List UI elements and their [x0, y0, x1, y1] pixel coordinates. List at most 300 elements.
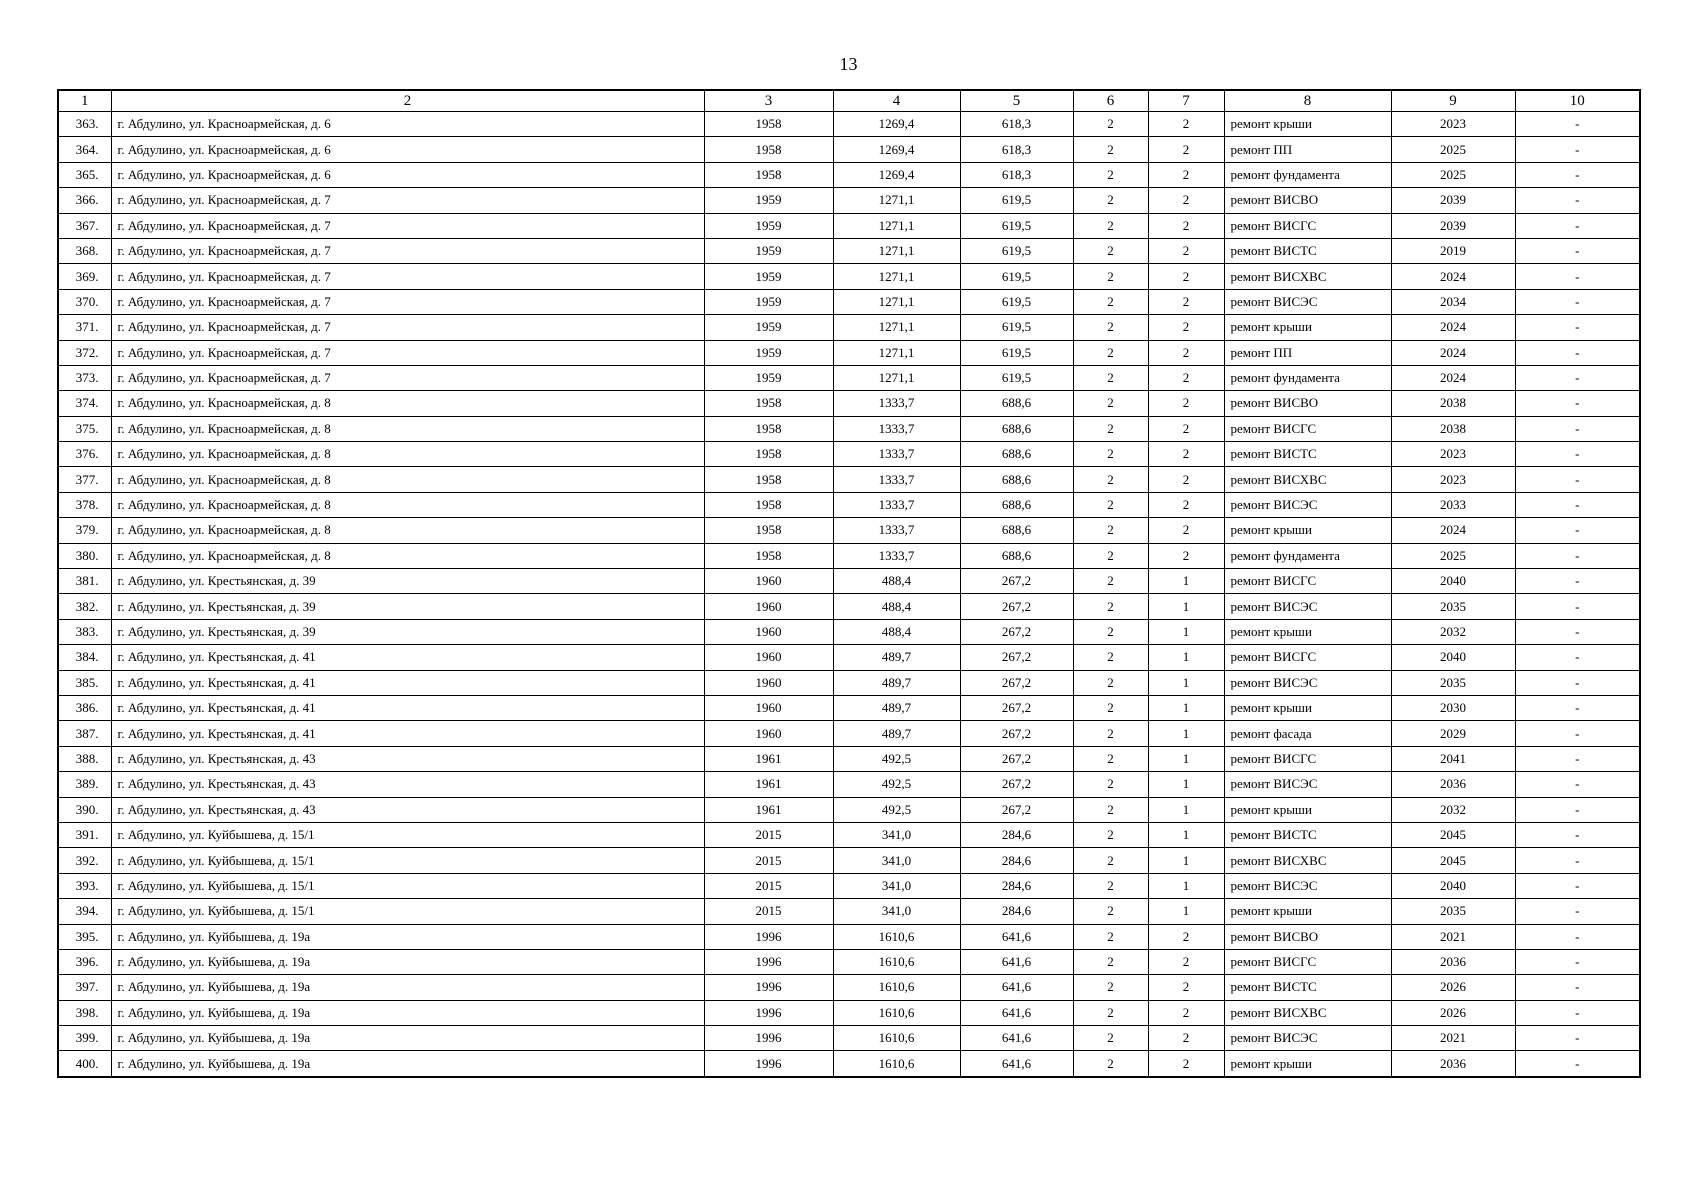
note-cell: - [1515, 213, 1640, 238]
total-area-cell: 489,7 [833, 695, 960, 720]
address-cell: г. Абдулино, ул. Куйбышева, д. 15/1 [111, 899, 704, 924]
year-cell: 2015 [704, 822, 833, 847]
total-area-cell: 1610,6 [833, 1051, 960, 1077]
living-area-cell: 641,6 [960, 975, 1073, 1000]
plan-year-cell: 2025 [1391, 137, 1515, 162]
note-cell: - [1515, 569, 1640, 594]
address-cell: г. Абдулино, ул. Куйбышева, д. 15/1 [111, 848, 704, 873]
row-number-cell: 376. [58, 442, 111, 467]
note-cell: - [1515, 848, 1640, 873]
col6-cell: 2 [1073, 137, 1148, 162]
row-number-cell: 382. [58, 594, 111, 619]
col6-cell: 2 [1073, 695, 1148, 720]
note-cell: - [1515, 797, 1640, 822]
row-number-cell: 373. [58, 365, 111, 390]
address-cell: г. Абдулино, ул. Крестьянская, д. 39 [111, 594, 704, 619]
living-area-cell: 284,6 [960, 899, 1073, 924]
address-cell: г. Абдулино, ул. Крестьянская, д. 43 [111, 797, 704, 822]
col7-cell: 1 [1148, 594, 1224, 619]
address-cell: г. Абдулино, ул. Красноармейская, д. 7 [111, 188, 704, 213]
living-area-cell: 688,6 [960, 467, 1073, 492]
col6-cell: 2 [1073, 594, 1148, 619]
address-cell: г. Абдулино, ул. Красноармейская, д. 8 [111, 492, 704, 517]
work-type-cell: ремонт ПП [1224, 340, 1391, 365]
note-cell: - [1515, 442, 1640, 467]
living-area-cell: 618,3 [960, 137, 1073, 162]
address-cell: г. Абдулино, ул. Куйбышева, д. 19а [111, 924, 704, 949]
living-area-cell: 641,6 [960, 924, 1073, 949]
living-area-cell: 267,2 [960, 619, 1073, 644]
col6-cell: 2 [1073, 467, 1148, 492]
address-cell: г. Абдулино, ул. Красноармейская, д. 7 [111, 264, 704, 289]
work-type-cell: ремонт ВИСВО [1224, 924, 1391, 949]
living-area-cell: 267,2 [960, 721, 1073, 746]
col7-cell: 1 [1148, 822, 1224, 847]
plan-year-cell: 2021 [1391, 1026, 1515, 1051]
row-number-cell: 389. [58, 772, 111, 797]
address-cell: г. Абдулино, ул. Куйбышева, д. 15/1 [111, 873, 704, 898]
table-row [58, 416, 1640, 441]
note-cell: - [1515, 416, 1640, 441]
total-area-cell: 341,0 [833, 899, 960, 924]
plan-year-cell: 2024 [1391, 315, 1515, 340]
col7-cell: 2 [1148, 416, 1224, 441]
col6-cell: 2 [1073, 949, 1148, 974]
work-type-cell: ремонт крыши [1224, 518, 1391, 543]
col7-cell: 2 [1148, 137, 1224, 162]
col6-cell: 2 [1073, 975, 1148, 1000]
plan-year-cell: 2045 [1391, 822, 1515, 847]
col7-cell: 2 [1148, 315, 1224, 340]
col7-cell: 1 [1148, 695, 1224, 720]
living-area-cell: 688,6 [960, 518, 1073, 543]
plan-year-cell: 2032 [1391, 619, 1515, 644]
table-row [58, 112, 1640, 137]
table-row [58, 975, 1640, 1000]
table-row [58, 1026, 1640, 1051]
plan-year-cell: 2036 [1391, 1051, 1515, 1077]
note-cell: - [1515, 340, 1640, 365]
col7-cell: 2 [1148, 264, 1224, 289]
work-type-cell: ремонт ВИСГС [1224, 416, 1391, 441]
work-type-cell: ремонт ВИСХВС [1224, 264, 1391, 289]
address-cell: г. Абдулино, ул. Крестьянская, д. 41 [111, 695, 704, 720]
col6-cell: 2 [1073, 873, 1148, 898]
living-area-cell: 284,6 [960, 873, 1073, 898]
year-cell: 1960 [704, 721, 833, 746]
work-type-cell: ремонт крыши [1224, 315, 1391, 340]
address-cell: г. Абдулино, ул. Куйбышева, д. 19а [111, 1000, 704, 1025]
table-row [58, 340, 1640, 365]
work-type-cell: ремонт ВИСТС [1224, 822, 1391, 847]
plan-year-cell: 2024 [1391, 365, 1515, 390]
col6-cell: 2 [1073, 112, 1148, 137]
year-cell: 1958 [704, 137, 833, 162]
plan-year-cell: 2019 [1391, 238, 1515, 263]
plan-year-cell: 2038 [1391, 391, 1515, 416]
row-number-cell: 386. [58, 695, 111, 720]
note-cell: - [1515, 746, 1640, 771]
plan-year-cell: 2040 [1391, 873, 1515, 898]
address-cell: г. Абдулино, ул. Куйбышева, д. 19а [111, 975, 704, 1000]
row-number-cell: 383. [58, 619, 111, 644]
col7-cell: 2 [1148, 340, 1224, 365]
note-cell: - [1515, 721, 1640, 746]
table-row [58, 213, 1640, 238]
total-area-cell: 1269,4 [833, 112, 960, 137]
col7-cell: 2 [1148, 289, 1224, 314]
address-cell: г. Абдулино, ул. Красноармейская, д. 7 [111, 340, 704, 365]
note-cell: - [1515, 315, 1640, 340]
row-number-cell: 393. [58, 873, 111, 898]
work-type-cell: ремонт крыши [1224, 619, 1391, 644]
table-row [58, 391, 1640, 416]
col6-cell: 2 [1073, 721, 1148, 746]
note-cell: - [1515, 162, 1640, 187]
work-type-cell: ремонт ВИСЭС [1224, 772, 1391, 797]
col6-cell: 2 [1073, 1026, 1148, 1051]
work-type-cell: ремонт ВИСЭС [1224, 1026, 1391, 1051]
row-number-cell: 366. [58, 188, 111, 213]
note-cell: - [1515, 924, 1640, 949]
address-cell: г. Абдулино, ул. Крестьянская, д. 43 [111, 746, 704, 771]
col6-cell: 2 [1073, 619, 1148, 644]
col6-cell: 2 [1073, 365, 1148, 390]
total-area-cell: 488,4 [833, 619, 960, 644]
col7-cell: 1 [1148, 721, 1224, 746]
col6-cell: 2 [1073, 1051, 1148, 1077]
col7-cell: 1 [1148, 797, 1224, 822]
plan-year-cell: 2025 [1391, 543, 1515, 568]
work-type-cell: ремонт ВИСГС [1224, 746, 1391, 771]
year-cell: 1996 [704, 1051, 833, 1077]
table-row [58, 137, 1640, 162]
total-area-cell: 1271,1 [833, 238, 960, 263]
col6-cell: 2 [1073, 1000, 1148, 1025]
work-type-cell: ремонт ВИСТС [1224, 442, 1391, 467]
col6-cell: 2 [1073, 238, 1148, 263]
col7-cell: 2 [1148, 213, 1224, 238]
col7-cell: 1 [1148, 569, 1224, 594]
address-cell: г. Абдулино, ул. Крестьянская, д. 41 [111, 645, 704, 670]
total-area-cell: 1610,6 [833, 949, 960, 974]
plan-year-cell: 2021 [1391, 924, 1515, 949]
table-row [58, 365, 1640, 390]
living-area-cell: 618,3 [960, 162, 1073, 187]
col6-cell: 2 [1073, 315, 1148, 340]
table-row [58, 315, 1640, 340]
col6-cell: 2 [1073, 543, 1148, 568]
living-area-cell: 688,6 [960, 543, 1073, 568]
year-cell: 1959 [704, 213, 833, 238]
living-area-cell: 688,6 [960, 391, 1073, 416]
year-cell: 1961 [704, 797, 833, 822]
col7-cell: 1 [1148, 619, 1224, 644]
col7-cell: 2 [1148, 949, 1224, 974]
column-header: 7 [1148, 90, 1224, 112]
note-cell: - [1515, 873, 1640, 898]
living-area-cell: 267,2 [960, 594, 1073, 619]
row-number-cell: 381. [58, 569, 111, 594]
col7-cell: 2 [1148, 112, 1224, 137]
row-number-cell: 400. [58, 1051, 111, 1077]
total-area-cell: 1333,7 [833, 416, 960, 441]
column-header: 8 [1224, 90, 1391, 112]
living-area-cell: 688,6 [960, 492, 1073, 517]
address-cell: г. Абдулино, ул. Куйбышева, д. 19а [111, 1051, 704, 1077]
work-type-cell: ремонт ВИСГС [1224, 949, 1391, 974]
col6-cell: 2 [1073, 822, 1148, 847]
note-cell: - [1515, 975, 1640, 1000]
row-number-cell: 370. [58, 289, 111, 314]
total-area-cell: 488,4 [833, 594, 960, 619]
col6-cell: 2 [1073, 569, 1148, 594]
row-number-cell: 371. [58, 315, 111, 340]
total-area-cell: 341,0 [833, 873, 960, 898]
row-number-cell: 395. [58, 924, 111, 949]
col7-cell: 2 [1148, 188, 1224, 213]
living-area-cell: 619,5 [960, 315, 1073, 340]
work-type-cell: ремонт ВИСГС [1224, 569, 1391, 594]
table-row [58, 899, 1640, 924]
total-area-cell: 489,7 [833, 670, 960, 695]
total-area-cell: 1269,4 [833, 137, 960, 162]
year-cell: 1958 [704, 543, 833, 568]
year-cell: 2015 [704, 873, 833, 898]
col6-cell: 2 [1073, 746, 1148, 771]
year-cell: 1996 [704, 975, 833, 1000]
living-area-cell: 641,6 [960, 1051, 1073, 1077]
table-row [58, 645, 1640, 670]
work-type-cell: ремонт ВИСВО [1224, 391, 1391, 416]
plan-year-cell: 2041 [1391, 746, 1515, 771]
note-cell: - [1515, 1051, 1640, 1077]
work-type-cell: ремонт ВИСВО [1224, 188, 1391, 213]
plan-year-cell: 2039 [1391, 188, 1515, 213]
living-area-cell: 267,2 [960, 645, 1073, 670]
work-type-cell: ремонт ВИСГС [1224, 645, 1391, 670]
address-cell: г. Абдулино, ул. Крестьянская, д. 41 [111, 670, 704, 695]
row-number-cell: 372. [58, 340, 111, 365]
year-cell: 1959 [704, 188, 833, 213]
plan-year-cell: 2035 [1391, 670, 1515, 695]
work-type-cell: ремонт ВИСХВС [1224, 1000, 1391, 1025]
table-row [58, 721, 1640, 746]
note-cell: - [1515, 645, 1640, 670]
row-number-cell: 364. [58, 137, 111, 162]
plan-year-cell: 2035 [1391, 594, 1515, 619]
total-area-cell: 341,0 [833, 848, 960, 873]
year-cell: 1959 [704, 238, 833, 263]
note-cell: - [1515, 188, 1640, 213]
col6-cell: 2 [1073, 645, 1148, 670]
work-type-cell: ремонт фасада [1224, 721, 1391, 746]
living-area-cell: 619,5 [960, 340, 1073, 365]
living-area-cell: 619,5 [960, 188, 1073, 213]
col6-cell: 2 [1073, 213, 1148, 238]
total-area-cell: 492,5 [833, 772, 960, 797]
work-type-cell: ремонт фундамента [1224, 365, 1391, 390]
plan-year-cell: 2023 [1391, 467, 1515, 492]
note-cell: - [1515, 264, 1640, 289]
year-cell: 2015 [704, 848, 833, 873]
address-cell: г. Абдулино, ул. Красноармейская, д. 7 [111, 315, 704, 340]
work-type-cell: ремонт крыши [1224, 899, 1391, 924]
year-cell: 1960 [704, 569, 833, 594]
col7-cell: 2 [1148, 442, 1224, 467]
table-row [58, 264, 1640, 289]
address-cell: г. Абдулино, ул. Красноармейская, д. 8 [111, 543, 704, 568]
table-row [58, 162, 1640, 187]
plan-year-cell: 2023 [1391, 112, 1515, 137]
plan-year-cell: 2032 [1391, 797, 1515, 822]
address-cell: г. Абдулино, ул. Красноармейская, д. 7 [111, 365, 704, 390]
total-area-cell: 1271,1 [833, 213, 960, 238]
row-number-cell: 387. [58, 721, 111, 746]
total-area-cell: 1333,7 [833, 543, 960, 568]
note-cell: - [1515, 289, 1640, 314]
living-area-cell: 267,2 [960, 569, 1073, 594]
note-cell: - [1515, 772, 1640, 797]
col7-cell: 2 [1148, 365, 1224, 390]
year-cell: 1958 [704, 442, 833, 467]
living-area-cell: 618,3 [960, 112, 1073, 137]
work-type-cell: ремонт ВИСЭС [1224, 670, 1391, 695]
column-header: 6 [1073, 90, 1148, 112]
work-type-cell: ремонт ВИСХВС [1224, 467, 1391, 492]
table-row [58, 442, 1640, 467]
column-header: 5 [960, 90, 1073, 112]
col7-cell: 1 [1148, 873, 1224, 898]
col6-cell: 2 [1073, 670, 1148, 695]
address-cell: г. Абдулино, ул. Красноармейская, д. 7 [111, 238, 704, 263]
col6-cell: 2 [1073, 391, 1148, 416]
table-body [58, 112, 1640, 1077]
note-cell: - [1515, 467, 1640, 492]
table-row [58, 289, 1640, 314]
row-number-cell: 397. [58, 975, 111, 1000]
work-type-cell: ремонт ВИСГС [1224, 213, 1391, 238]
year-cell: 1958 [704, 391, 833, 416]
note-cell: - [1515, 1026, 1640, 1051]
total-area-cell: 488,4 [833, 569, 960, 594]
year-cell: 1960 [704, 645, 833, 670]
row-number-cell: 365. [58, 162, 111, 187]
living-area-cell: 267,2 [960, 670, 1073, 695]
address-cell: г. Абдулино, ул. Куйбышева, д. 15/1 [111, 822, 704, 847]
work-type-cell: ремонт ВИСЭС [1224, 873, 1391, 898]
address-cell: г. Абдулино, ул. Красноармейская, д. 7 [111, 289, 704, 314]
note-cell: - [1515, 137, 1640, 162]
row-number-cell: 399. [58, 1026, 111, 1051]
row-number-cell: 377. [58, 467, 111, 492]
total-area-cell: 1610,6 [833, 975, 960, 1000]
work-type-cell: ремонт ВИСЭС [1224, 289, 1391, 314]
year-cell: 1959 [704, 365, 833, 390]
address-cell: г. Абдулино, ул. Куйбышева, д. 19а [111, 1026, 704, 1051]
year-cell: 1960 [704, 670, 833, 695]
col7-cell: 2 [1148, 518, 1224, 543]
year-cell: 1958 [704, 467, 833, 492]
table-row [58, 518, 1640, 543]
total-area-cell: 1271,1 [833, 264, 960, 289]
col7-cell: 2 [1148, 1000, 1224, 1025]
total-area-cell: 1269,4 [833, 162, 960, 187]
note-cell: - [1515, 949, 1640, 974]
year-cell: 1960 [704, 594, 833, 619]
year-cell: 1959 [704, 315, 833, 340]
column-header: 9 [1391, 90, 1515, 112]
plan-year-cell: 2045 [1391, 848, 1515, 873]
work-type-cell: ремонт ВИСТС [1224, 975, 1391, 1000]
col7-cell: 2 [1148, 162, 1224, 187]
living-area-cell: 619,5 [960, 213, 1073, 238]
row-number-cell: 396. [58, 949, 111, 974]
plan-year-cell: 2036 [1391, 949, 1515, 974]
table-row [58, 924, 1640, 949]
col7-cell: 2 [1148, 492, 1224, 517]
column-header: 4 [833, 90, 960, 112]
address-cell: г. Абдулино, ул. Красноармейская, д. 6 [111, 112, 704, 137]
note-cell: - [1515, 492, 1640, 517]
address-cell: г. Абдулино, ул. Красноармейская, д. 7 [111, 213, 704, 238]
living-area-cell: 267,2 [960, 695, 1073, 720]
column-header: 1 [58, 90, 111, 112]
col6-cell: 2 [1073, 188, 1148, 213]
year-cell: 2015 [704, 899, 833, 924]
col7-cell: 1 [1148, 645, 1224, 670]
note-cell: - [1515, 543, 1640, 568]
total-area-cell: 489,7 [833, 645, 960, 670]
work-type-cell: ремонт ПП [1224, 137, 1391, 162]
address-cell: г. Абдулино, ул. Красноармейская, д. 6 [111, 137, 704, 162]
col7-cell: 1 [1148, 899, 1224, 924]
table-row [58, 238, 1640, 263]
year-cell: 1996 [704, 924, 833, 949]
table-row [58, 569, 1640, 594]
table-row [58, 594, 1640, 619]
note-cell: - [1515, 238, 1640, 263]
total-area-cell: 489,7 [833, 721, 960, 746]
row-number-cell: 374. [58, 391, 111, 416]
col6-cell: 2 [1073, 492, 1148, 517]
work-type-cell: ремонт ВИСХВС [1224, 848, 1391, 873]
work-type-cell: ремонт фундамента [1224, 543, 1391, 568]
plan-year-cell: 2029 [1391, 721, 1515, 746]
living-area-cell: 641,6 [960, 949, 1073, 974]
year-cell: 1959 [704, 264, 833, 289]
row-number-cell: 394. [58, 899, 111, 924]
col6-cell: 2 [1073, 518, 1148, 543]
col6-cell: 2 [1073, 416, 1148, 441]
total-area-cell: 1333,7 [833, 391, 960, 416]
plan-year-cell: 2025 [1391, 162, 1515, 187]
col7-cell: 1 [1148, 670, 1224, 695]
note-cell: - [1515, 822, 1640, 847]
table-row [58, 1000, 1640, 1025]
row-number-cell: 390. [58, 797, 111, 822]
work-type-cell: ремонт ВИСЭС [1224, 492, 1391, 517]
col6-cell: 2 [1073, 289, 1148, 314]
col6-cell: 2 [1073, 848, 1148, 873]
plan-year-cell: 2035 [1391, 899, 1515, 924]
col7-cell: 1 [1148, 772, 1224, 797]
note-cell: - [1515, 365, 1640, 390]
plan-year-cell: 2023 [1391, 442, 1515, 467]
note-cell: - [1515, 695, 1640, 720]
plan-year-cell: 2030 [1391, 695, 1515, 720]
column-header: 2 [111, 90, 704, 112]
